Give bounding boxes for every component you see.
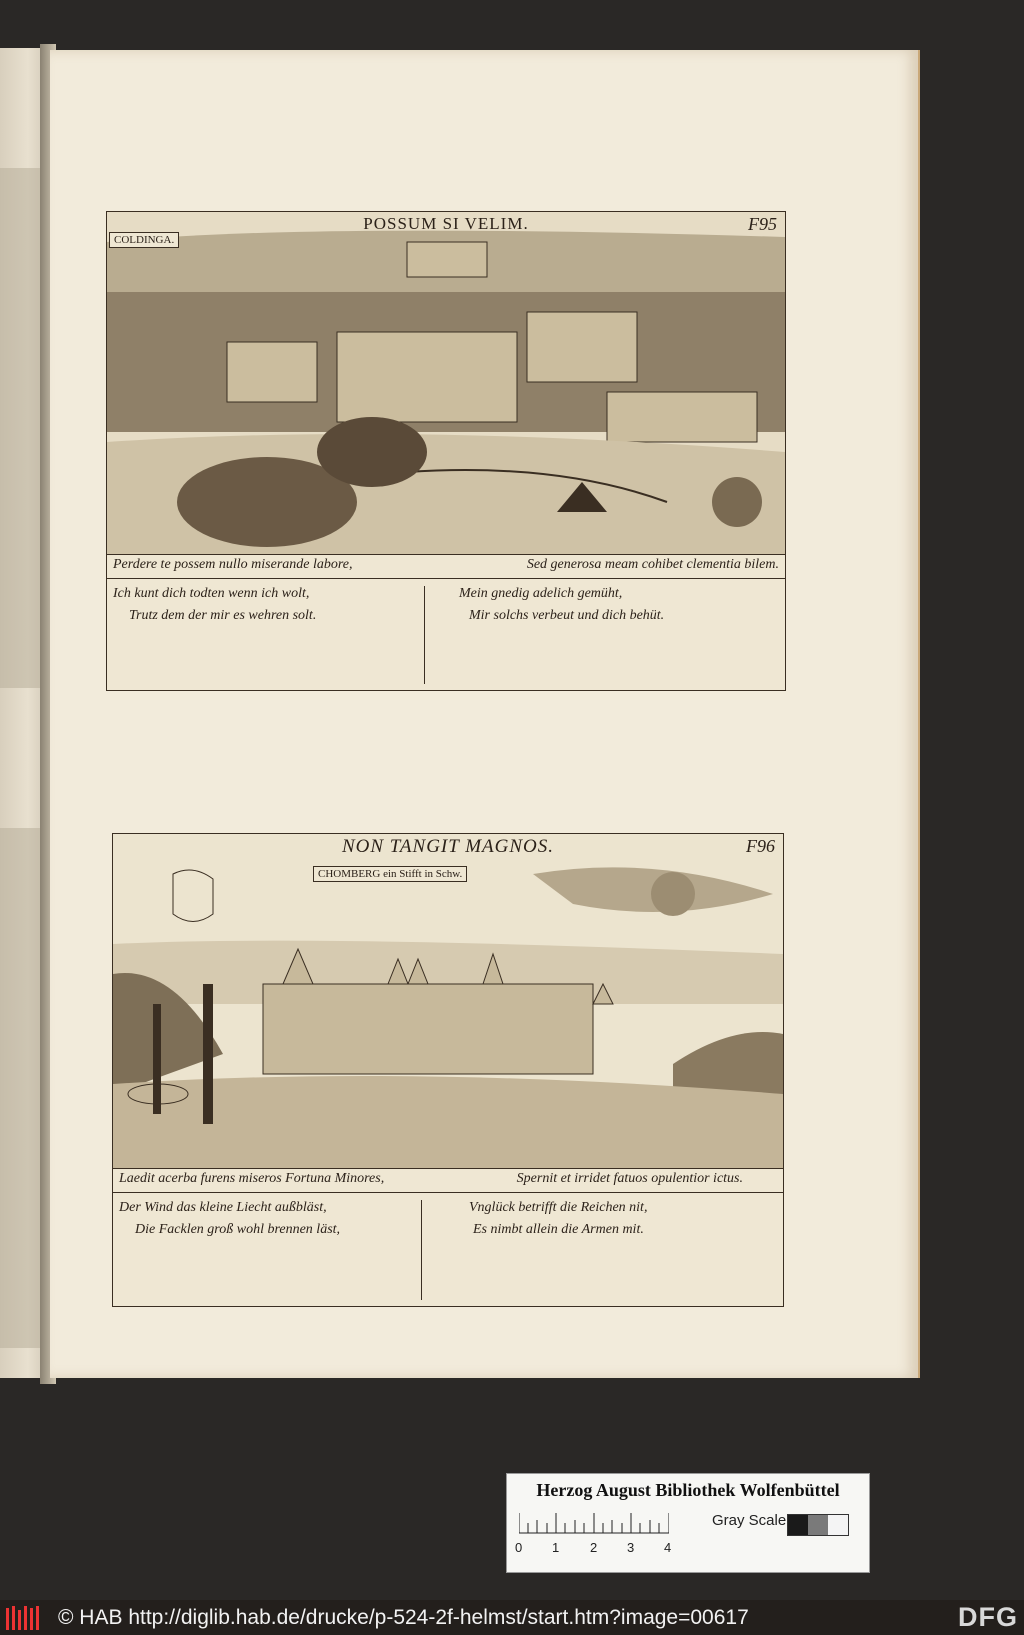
- left-page-bleed-through-top: [0, 168, 40, 688]
- emblem-plate-f95: [106, 211, 786, 691]
- place-name-banner: COLDINGA.: [109, 232, 179, 248]
- latin-verse-right: Sed generosa meam cohibet clementia bilem.: [526, 557, 779, 572]
- gray-patch-black: [788, 1515, 808, 1535]
- footer-bar: [0, 1600, 1024, 1635]
- german-verse-left-2: Die Facklen groß wohl brennen läst,: [135, 1222, 341, 1237]
- emblem-plate-f96: [112, 833, 784, 1307]
- latin-verse-left: Perdere te possem nullo miserande labore,: [113, 557, 353, 572]
- tick-label: 2: [590, 1540, 598, 1555]
- german-verse: [113, 1194, 783, 1306]
- german-verse-right-1: Vnglück betrifft die Reichen nit,: [469, 1200, 648, 1215]
- ruler-scale: [519, 1508, 669, 1534]
- latin-verse-right: Spernit et irridet fatuos opulentior ictus.: [516, 1171, 743, 1186]
- german-verse-left-1: Ich kunt dich todten wenn ich wolt,: [113, 586, 310, 601]
- town-view-illustration: [107, 212, 785, 554]
- monastery-view-illustration: [113, 834, 783, 1168]
- german-verse-right-1: Mein gnedig adelich gemüht,: [459, 586, 623, 601]
- engraving-chomberg: [113, 834, 783, 1169]
- latin-verse: [113, 1168, 783, 1193]
- german-verse-right-2: Mir solchs verbeut und dich behüt.: [469, 608, 665, 623]
- gray-scale-patches: [787, 1514, 849, 1536]
- verse-divider: [421, 1200, 422, 1300]
- tick-label: 1: [552, 1540, 560, 1555]
- tick-label: 4: [664, 1540, 672, 1555]
- latin-verse-left: Laedit acerba furens miseros Fortuna Minores,: [119, 1171, 385, 1186]
- left-page-bleed-through-bottom: [0, 828, 40, 1348]
- verse-divider: [424, 586, 425, 684]
- dfg-logo: DFG: [958, 1602, 1018, 1632]
- plate-motto: NON TANGIT MAGNOS.: [341, 836, 555, 857]
- german-verse-right-2: Es nimbt allein die Armen mit.: [473, 1222, 644, 1237]
- gray-patch-mid: [808, 1515, 828, 1535]
- tick-label: 3: [627, 1540, 635, 1555]
- hab-logo-icon: [6, 1606, 44, 1630]
- gray-scale-label: Gray Scale: [712, 1512, 787, 1529]
- place-name-banner: CHOMBERG ein Stifft in Schw.: [313, 866, 467, 882]
- engraving-coldinga: [107, 212, 785, 555]
- latin-verse: [107, 554, 785, 579]
- german-verse: [107, 580, 785, 690]
- book-page: [50, 50, 918, 1378]
- library-name: Herzog August Bibliothek Wolfenbüttel: [536, 1480, 840, 1500]
- figure-number: F95: [748, 214, 777, 234]
- figure-number: F96: [746, 836, 775, 856]
- gray-patch-white: [828, 1515, 848, 1535]
- german-verse-left-1: Der Wind das kleine Liecht außbläst,: [119, 1200, 327, 1215]
- library-scale-card: [506, 1473, 870, 1573]
- tick-label: 0: [515, 1540, 523, 1555]
- german-verse-left-2: Trutz dem der mir es wehren solt.: [129, 608, 317, 623]
- plate-motto: POSSUM SI VELIM.: [363, 214, 529, 233]
- copyright-url[interactable]: © HAB http://diglib.hab.de/drucke/p-524-2f-helmst/start.htm?image=00617: [58, 1606, 749, 1629]
